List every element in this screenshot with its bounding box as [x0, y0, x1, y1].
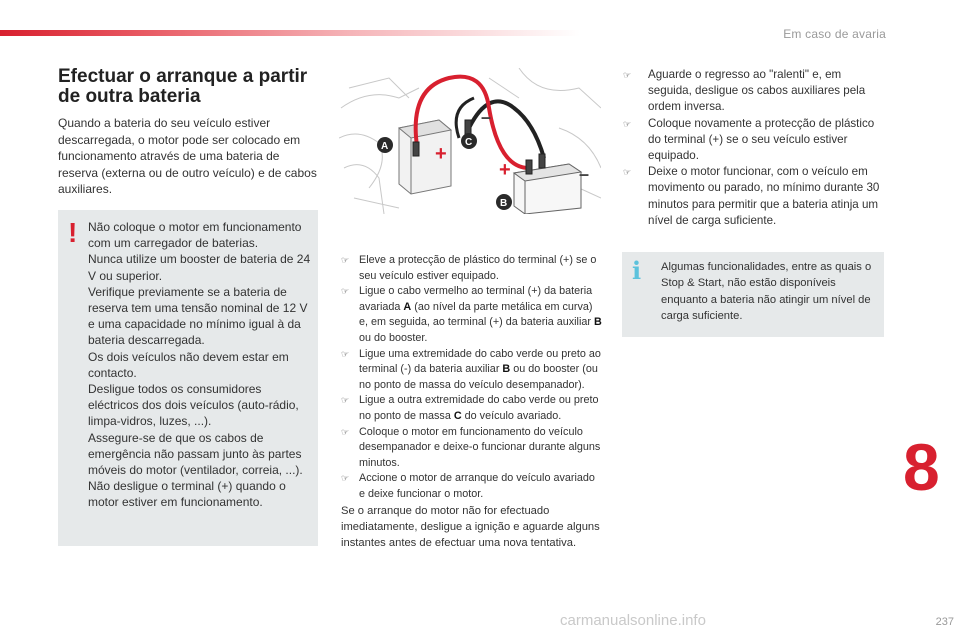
list-item: ☞ Eleve a protecção de plástico do terminal (+) se o seu veículo estiver equipado. — [341, 254, 597, 282]
plus-mark-a: + — [435, 143, 447, 165]
info-icon: i — [632, 256, 642, 285]
minus-mark-b: – — [579, 164, 590, 184]
warning-line: Desligue todos os consumidores eléctricos dos dois veículos (auto-rádio, limpa-vidros, luzes, ...). — [88, 382, 299, 429]
page-number: 237 — [935, 616, 954, 628]
bullet-icon: ☞ — [341, 286, 350, 297]
top-accent-bar — [0, 30, 580, 36]
svg-text:B: B — [500, 198, 508, 209]
intro-paragraph: Quando a bateria do seu veículo estiver descarregada, o motor pode ser colocado em funcionamento através de uma bateria de reserva (externa ou de outro veículo) e de cabos auxiliares. — [58, 116, 317, 197]
warning-text — [88, 219, 312, 511]
bullet-icon: ☞ — [341, 426, 350, 437]
warning-line: Nunca utilize um booster de bateria de 24 V ou superior. — [88, 252, 311, 283]
watermark: carmanualsonline.info — [560, 612, 706, 629]
list-item: ☞ Coloque o motor em funcionamento do veículo desempanador e deixe-o funcionar durante alguns minutos. — [341, 425, 601, 469]
warning-exclamation-icon: ! — [68, 217, 78, 248]
bullet-icon: ☞ — [341, 473, 350, 484]
warning-line: Assegure-se de que os cabos de emergência não passam junto às partes móveis do motor (ventilador, correia, ...). — [88, 430, 303, 478]
list-item: ☞ Ligue a outra extremidade do cabo verde ou preto no ponto de massa C do veículo avariado. — [341, 394, 599, 422]
right-steps-list — [623, 67, 885, 229]
page-title: Efectuar o arranque a partir de outra bateria — [58, 66, 308, 107]
list-item: ☞ Coloque novamente a protecção de plástico do terminal (+) se o seu veículo estiver equipado. — [623, 116, 875, 163]
info-text: Algumas funcionalidades, entre as quais o Stop & Start, não estão disponíveis enquanto a bateria não atingir um nível de carga suficiente. — [661, 261, 872, 323]
bullet-icon: ☞ — [623, 70, 632, 80]
label-a — [377, 137, 393, 153]
bullet-icon: ☞ — [341, 255, 350, 265]
list-item: ☞ Ligue o cabo vermelho ao terminal (+) da bateria avariada A (ao nível da parte metálica em curva) e, em seguida, ao terminal (+) da bateria auxiliar B ou do booster. — [341, 285, 602, 344]
bullet-icon: ☞ — [341, 395, 350, 406]
minus-mark-c: – — [481, 107, 492, 127]
warning-line: Verifique previamente se a bateria de reserva tem uma tensão nominal de 12 V e uma capacidade no mínimo igual à da bateria descarregada. — [88, 284, 308, 348]
warning-line: Não desligue o terminal (+) quando o motor estiver em funcionamento. — [88, 479, 286, 510]
warning-line: Não coloque o motor em funcionamento com um carregador de baterias. — [88, 220, 302, 251]
list-item: ☞ Ligue uma extremidade do cabo verde ou preto ao terminal (-) da bateria auxiliar B ou do booster (ou no ponto de massa do veículo desempanador). — [341, 347, 601, 391]
warning-line: Os dois veículos não devem estar em contacto. — [88, 349, 289, 380]
list-item: ☞ Accione o motor de arranque do veículo avariado e deixe funcionar o motor. — [341, 472, 595, 500]
list-item: ☞ Deixe o motor funcionar, com o veículo em movimento ou parado, no mínimo durante 30 minutos para permitir que a bateria atinja um nível de carga suficiente. — [623, 165, 880, 227]
svg-text:C: C — [465, 137, 473, 148]
bullet-icon: ☞ — [623, 118, 632, 129]
label-b — [496, 194, 512, 210]
list-item: ☞ Aguarde o regresso ao "ralenti" e, em seguida, desligue os cabos auxiliares pela ordem inversa. — [623, 68, 866, 114]
jump-start-illustration — [339, 68, 601, 214]
battery-b — [514, 164, 581, 214]
steps-list — [341, 253, 603, 551]
label-c — [461, 133, 477, 149]
svg-text:A: A — [381, 141, 389, 152]
retry-note: Se o arranque do motor não for efectuado imediatamente, desligue a ignição e aguarde alguns instantes antes de efectuar uma nova tentativa. — [341, 504, 600, 549]
bullet-icon: ☞ — [341, 348, 350, 359]
section-title: Em caso de avaria — [783, 27, 886, 41]
chapter-number: 8 — [903, 430, 940, 504]
bullet-icon: ☞ — [623, 167, 632, 178]
plus-mark-b: + — [499, 159, 511, 181]
